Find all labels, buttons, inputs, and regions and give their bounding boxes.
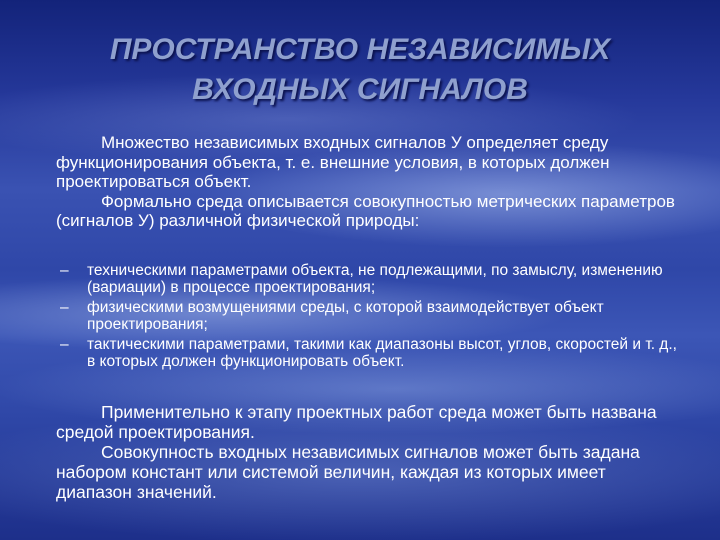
slide-title-line-2: ВХОДНЫХ СИГНАЛОВ [192,73,528,106]
outro-paragraph-1: Применительно к этапу проектных работ среда может быть названа средой проектирования. [56,402,657,442]
outro-paragraph-2: Совокупность входных независимых сигналов может быть задана набором констант или системой величин, каждая из которых имеет диапазон значений. [56,442,640,502]
parameter-list [60,262,680,373]
list-item-text: техническими параметрами объекта, не подлежащими, по замыслу, изменению (вариации) в процессе проектирования; [87,262,663,296]
list-item [60,299,680,333]
intro-paragraph-1: Множество независимых входных сигналов У определяет среду функционирования объекта, т. е. внешние условия, в которых должен проектироваться объект. [56,133,610,191]
slide-title [0,30,720,110]
list-item [60,262,680,296]
list-item-text: тактическими параметрами, такими как диапазоны высот, углов, скоростей и т. д., в которых должен функционировать объект. [87,336,677,370]
outro-text [56,402,676,502]
list-item-text: физическими возмущениями среды, с которой взаимодействует объект проектирования; [87,299,604,333]
list-dash: – [60,262,69,279]
list-dash: – [60,299,69,316]
intro-text [56,133,676,231]
intro-paragraph-2: Формально среда описывается совокупностью метрических параметров (сигналов У) различной физической природы: [56,191,675,230]
list-item [60,336,680,370]
list-dash: – [60,336,69,353]
slide-title-line-1: ПРОСТРАНСТВО НЕЗАВИСИМЫХ [109,33,611,66]
